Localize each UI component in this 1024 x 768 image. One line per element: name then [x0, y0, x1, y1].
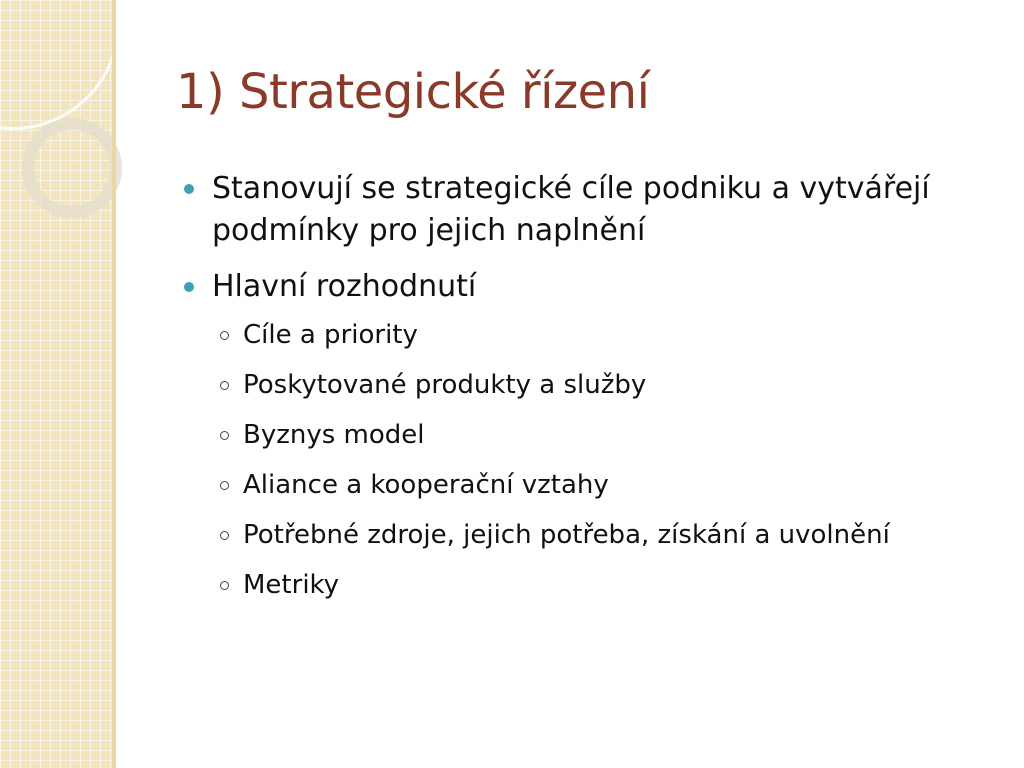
round-bullet-icon	[184, 184, 194, 194]
bullet-list	[176, 168, 976, 618]
decorative-panel-edge	[112, 0, 116, 768]
hollow-circle-bullet-icon	[220, 381, 229, 390]
sub-bullet-item	[176, 468, 976, 502]
sub-bullet-text: Byznys model	[243, 420, 425, 450]
bullet-text: Hlavní rozhodnutí	[212, 269, 477, 304]
decorative-ring-small	[22, 118, 122, 218]
hollow-circle-bullet-icon	[220, 431, 229, 440]
hollow-circle-bullet-icon	[220, 481, 229, 490]
bullet-item	[176, 168, 976, 252]
sub-bullet-item	[176, 418, 976, 452]
bullet-text: Stanovují se strategické cíle podniku a vytvářejí podmínky pro jejich naplnění	[212, 171, 930, 248]
bullet-item	[176, 266, 976, 308]
sub-bullet-text: Potřebné zdroje, jejich potřeba, získání a uvolnění	[243, 520, 890, 550]
round-bullet-icon	[184, 282, 194, 292]
sub-bullet-text: Poskytované produkty a služby	[243, 370, 647, 400]
hollow-circle-bullet-icon	[220, 581, 229, 590]
sub-bullet-item	[176, 368, 976, 402]
decorative-side-panel	[0, 0, 112, 768]
sub-bullet-text: Metriky	[243, 570, 340, 600]
sub-bullet-item	[176, 518, 976, 552]
sub-bullet-item	[176, 318, 976, 352]
sub-bullet-text: Aliance a kooperační vztahy	[243, 470, 609, 500]
hollow-circle-bullet-icon	[220, 331, 229, 340]
decorative-ring-large	[0, 0, 120, 130]
sub-bullet-text: Cíle a priority	[243, 320, 418, 350]
hollow-circle-bullet-icon	[220, 531, 229, 540]
sub-bullet-item	[176, 568, 976, 602]
slide-title: 1) Strategické řízení	[176, 64, 650, 120]
sub-bullet-list	[176, 318, 976, 602]
